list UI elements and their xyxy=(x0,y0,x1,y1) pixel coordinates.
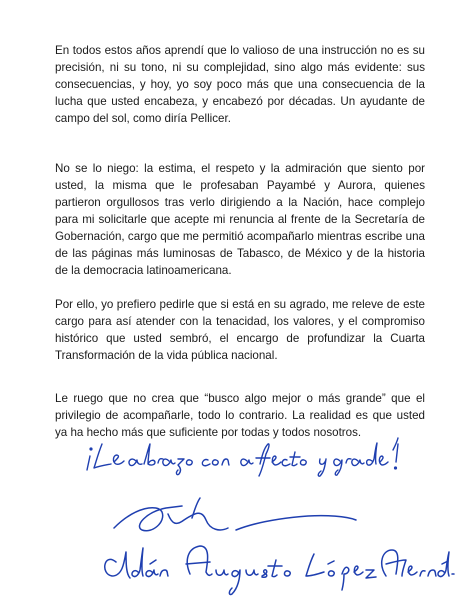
handwritten-closing-note xyxy=(84,432,404,480)
signature xyxy=(96,490,456,605)
letter-paragraph-3: Por ello, yo prefiero pedirle que si está en su agrado, me releve de este cargo para así atender con la tenacidad, los valores, y el compromiso histórico que usted sembró, el encargo de profundizar la Cuarta Transformación de la vida pública nacional. xyxy=(55,298,425,362)
letter-paragraph-2: No se lo niego: la estima, el respeto y la admiración que siento por usted, la misma que le profesaban Payambé y Aurora, quienes partieron orgullosos tras verlo dirigiendo a la Nación, hace complejo para mi solicitarle que acepte mi renuncia al frente de la Secretaría de Gobernación, cargo que me permitió acompañarlo mientras escribe una de las páginas más luminosas de Tabasco, de México y de la historia de la democracia latinoamericana. xyxy=(55,162,425,277)
letter-paragraph-1: En todos estos años aprendí que lo valioso de una instrucción no es su precisión, ni su tono, ni su complejidad, sino algo más evidente: sus consecuencias, y hoy, yo soy poco más que una consecuencia de la lucha que usted encabeza, y encabezó por décadas. Un ayudante de campo del sol, como diría Pellicer. xyxy=(55,44,425,125)
letter-paragraph-4: Le ruego que no crea que “busco algo mejor o más grande” que el privilegio de acompañarle, todo lo contrario. La realidad es que usted ya ha hecho más que suficiente por todas y todos nosotros. xyxy=(55,392,425,439)
